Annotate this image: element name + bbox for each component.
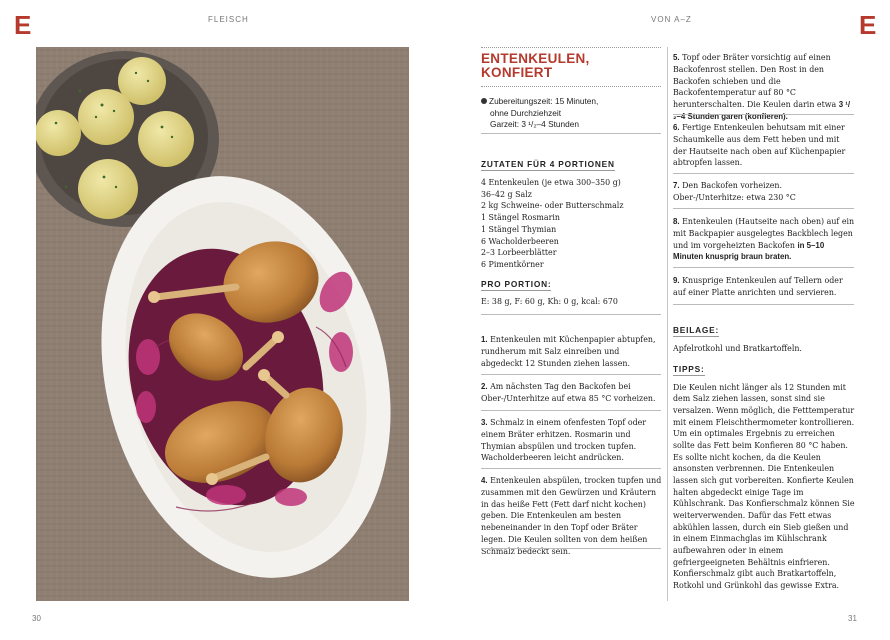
tipps-text: Die Keulen nicht länger als 12 Stunden mit dem Salz ziehen lassen, sonst sind sie versalzen. Wenn möglich, die Fetttemperatur mit einem Fleischthermometer kontrollieren. Um ein optimales Ergebnis zu erreichen sollte das Fett beim Konfieren 80 °C haben. Es sollte nicht kochen, da die Keulen ansonsten verbrennen. Die Entenkeulen lassen sich gut vorbereiten. Konfierte Keulen halten abgedeckt einige Tage im Kühlschrank. Das Konfierschmalz können Sie weiterverwenden. Dafür das Fett etwas abkühlen lassen, durch ein Sieb gießen und in einem Einmachglas im Kühlschrank aufbewahren oder in einem gefriergeeigneten Behältnis einfrieren. Konfierschmalz gibt auch Bratkartoffeln, Rotkohl und Grünkohl das gewisse Extra.: [673, 382, 855, 590]
step-emphasis: 3 ¹/₂–4 Stunden garen (konfieren).: [673, 100, 851, 121]
divider: [673, 114, 854, 115]
step-text: Knusprige Entenkeulen auf Tellern oder auf einer Platte anrichten und servieren.: [673, 276, 843, 297]
prep-time: [481, 96, 661, 131]
clock-icon: [481, 98, 487, 104]
page-number-left: 30: [32, 614, 41, 623]
divider: [481, 314, 661, 315]
step-number: 1.: [481, 335, 488, 344]
ingredient-item: 2–3 Lorbeerblätter: [481, 248, 557, 258]
step-text: Fertige Entenkeulen behutsam mit einer Schaumkelle aus dem Fett heben und mit der Hautseite nach oben auf Küchenpapier abtropfen lassen.: [673, 123, 846, 168]
title-dotted-rule-top: [481, 47, 661, 48]
beilage-section: [673, 318, 855, 592]
divider: [673, 173, 854, 174]
ingredient-item: 6 Pimentkörner: [481, 259, 544, 269]
ingredient-item: 6 Wacholderbeeren: [481, 236, 559, 246]
column-separator: [667, 47, 668, 601]
step-number: 9.: [673, 276, 680, 285]
step-number: 7.: [673, 181, 680, 190]
step: [673, 275, 855, 299]
tipps-heading: TIPPS:: [673, 363, 705, 374]
ingredient-item: 4 Entenkeulen (je etwa 300–350 g): [481, 178, 621, 187]
step-number: 5.: [673, 53, 680, 62]
step-text: Schmalz in einem ofenfesten Topf oder einem Bräter erhitzen. Rosmarin und Thymian abspülen und trocken tupfen. Wacholderbeeren leicht andrücken.: [481, 418, 647, 463]
ingredient-item: 1 Stängel Thymian: [481, 224, 557, 234]
step-text: Entenkeulen (Hautseite nach oben) auf ein mit Backpapier ausgelegtes Backblech legen und im vorgeheizten Backofen: [673, 217, 855, 250]
step-text: Entenkeulen abspülen, trocken tupfen und zusammen mit den Gewürzen und Kräutern in das heiße Fett (Fett darf nicht kochen) geben. Die Entenkeulen am besten nebeneinander in den Topf oder Bräter legen. Die Keulen sollten von dem heißen Schmalz bedeckt sein.: [481, 476, 662, 556]
divider: [481, 133, 661, 134]
step: [673, 216, 855, 263]
recipe-photo: [36, 47, 409, 601]
letter-marker-left: E: [14, 10, 32, 40]
prep-line-1: Zubereitungszeit: 15 Minuten,: [489, 96, 599, 106]
step-text: Entenkeulen mit Küchenpapier abtupfen, rundherum mit Salz einreiben und abgedeckt 12 Stunden ziehen lassen.: [481, 335, 656, 368]
recipe-title-line-2: KONFIERT: [481, 65, 553, 80]
divider: [673, 304, 854, 305]
portion-text: E: 38 g, F: 60 g, Kh: 0 g, kcal: 670: [481, 296, 618, 306]
step: [481, 417, 663, 464]
step-text: Topf oder Bräter vorsichtig auf einen Backofenrost stellen. Den Rost in den Backofen schieben und die Backofentemperatur auf 80 °C herunterschalten. Die Keulen darin etwa: [673, 53, 837, 110]
prep-line-2: ohne Durchziehzeit: [490, 107, 562, 118]
divider: [481, 374, 661, 375]
recipe-title-line-1: ENTENKEULEN,: [481, 51, 590, 66]
step-text: Den Backofen vorheizen.: [682, 181, 783, 190]
step-text-2: Ober-/Unterhitze: etwa 230 °C: [673, 192, 796, 202]
step: [673, 122, 855, 169]
recipe-title: [481, 52, 661, 80]
beilage-heading: BEILAGE:: [673, 325, 720, 335]
ingredient-list: [481, 177, 661, 271]
running-head-right: VON A–Z: [651, 15, 692, 24]
ingredients-section: [481, 152, 661, 307]
divider: [673, 208, 854, 209]
portion-heading: PRO PORTION:: [481, 278, 552, 289]
divider: [481, 468, 661, 469]
step-number: 4.: [481, 476, 488, 485]
step-emphasis: in 5–10 Minuten knusprig braun braten.: [673, 240, 825, 262]
divider: [481, 410, 661, 411]
step: [481, 475, 663, 558]
step: [673, 52, 855, 123]
step: [481, 381, 663, 405]
ingredient-item: 36–42 g Salz: [481, 189, 532, 199]
step: [481, 334, 663, 369]
ingredients-heading: ZUTATEN FÜR 4 PORTIONEN: [481, 159, 615, 169]
title-dotted-rule-bottom: [481, 86, 661, 87]
ingredient-item: 1 Stängel Rosmarin: [481, 213, 560, 223]
beilage-text: Apfelrotkohl und Bratkartoffeln.: [673, 344, 802, 353]
step-number: 2.: [481, 382, 488, 391]
ingredient-item: 2 kg Schweine- oder Butterschmalz: [481, 201, 624, 211]
divider: [481, 548, 661, 549]
food-illustration: [36, 47, 409, 601]
step-number: 8.: [673, 217, 680, 226]
divider: [673, 267, 854, 268]
step-text: Am nächsten Tag den Backofen bei Ober-/Unterhitze auf etwa 85 °C vorheizen.: [481, 382, 656, 403]
letter-marker-right: E: [859, 10, 877, 40]
step: [673, 180, 855, 204]
step-number: 6.: [673, 123, 680, 132]
running-head-left: FLEISCH: [208, 15, 249, 24]
prep-line-3: Garzeit: 3 ¹/₂–4 Stunden: [490, 119, 580, 129]
step-number: 3.: [481, 418, 488, 427]
page-number-right: 31: [848, 614, 857, 623]
